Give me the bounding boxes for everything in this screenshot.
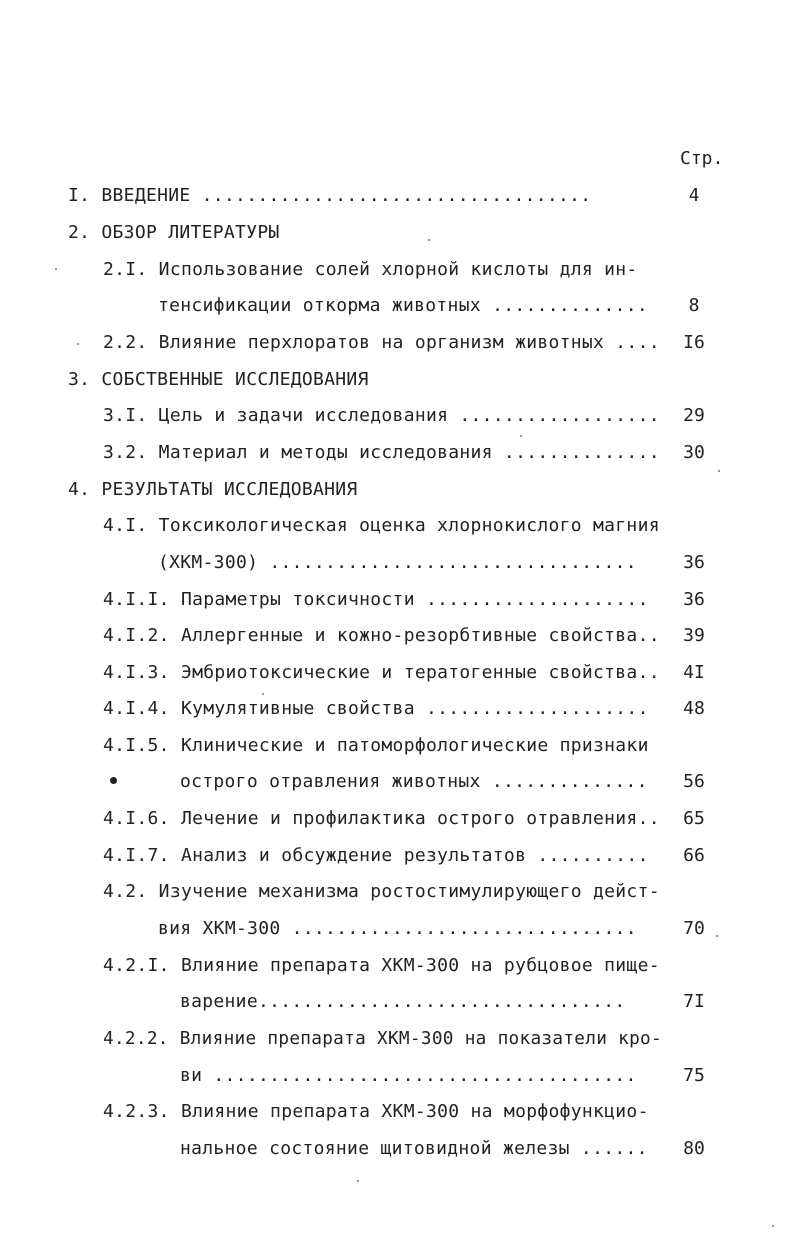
scan-speck (77, 343, 79, 345)
toc-line: 3.2. Материал и методы исследования .............. (103, 442, 660, 463)
toc-line: вия ХКМ-300 ............................... (158, 918, 637, 939)
toc-page-number: 56 (683, 771, 705, 792)
toc-line: 4.I.5. Клинические и патоморфологические признаки (103, 735, 649, 756)
toc-line: 4. РЕЗУЛЬТАТЫ ИССЛЕДОВАНИЯ (68, 479, 358, 500)
toc-line: 4.I.3. Эмбриотоксические и тератогенные свойства.. (103, 662, 660, 683)
toc-line: острого отравления животных .............. (180, 771, 648, 792)
toc-page-number: 65 (683, 808, 705, 829)
scan-speck (520, 435, 522, 437)
toc-page-number: I6 (683, 332, 705, 353)
toc-page-number: 66 (683, 845, 705, 866)
toc-line: 4.I.7. Анализ и обсуждение результатов .......... (103, 845, 649, 866)
toc-page-number: 48 (683, 698, 705, 719)
toc-line: 3. СОБСТВЕННЫЕ ИССЛЕДОВАНИЯ (68, 369, 369, 390)
toc-line: 2.I. Использование солей хлорной кислоты для ин- (103, 259, 638, 280)
scan-speck (428, 239, 430, 241)
toc-line: 3.I. Цель и задачи исследования .................. (103, 405, 660, 426)
scan-speck (772, 1225, 774, 1227)
toc-page-number: 80 (683, 1138, 705, 1159)
toc-line: 4.I.I. Параметры токсичности .................... (103, 589, 649, 610)
toc-page-number: 7I (683, 991, 705, 1012)
toc-page-number: 36 (683, 552, 705, 573)
toc-line: 4.2. Изучение механизма ростостимулирующего дейст- (103, 881, 660, 902)
toc-page-number: 70 (683, 918, 705, 939)
scan-speck (357, 1180, 359, 1182)
toc-page-number: 30 (683, 442, 705, 463)
scan-speck (55, 268, 57, 270)
toc-page-number: 29 (683, 405, 705, 426)
toc-line: 4.I.4. Кумулятивные свойства .................... (103, 698, 649, 719)
bullet-dot-icon (110, 777, 117, 784)
toc-line: I. ВВЕДЕНИЕ ................................... (68, 185, 592, 206)
page-column-header: Стр. (680, 148, 724, 169)
toc-line: 4.I.6. Лечение и профилактика острого отравления.. (103, 808, 660, 829)
toc-line: 4.2.3. Влияние препарата ХКМ-300 на морфофункцио- (103, 1101, 649, 1122)
toc-page-number: 8 (688, 295, 700, 316)
toc-line: тенсификации откорма животных .............. (158, 295, 649, 316)
toc-line: 4.2.2. Влияние препарата ХКМ-300 на показатели кро- (103, 1028, 662, 1049)
toc-line: 4.I.2. Аллергенные и кожно-резорбтивные свойства.. (103, 625, 660, 646)
scan-speck (716, 935, 718, 937)
scan-speck (718, 470, 720, 472)
toc-line: варение................................. (180, 991, 626, 1012)
toc-page-number: 39 (683, 625, 705, 646)
toc-page-number: 75 (683, 1065, 705, 1086)
toc-page-number: 36 (683, 589, 705, 610)
toc-line: 4.I. Токсикологическая оценка хлорнокислого магния (103, 515, 660, 536)
toc-line: нальное состояние щитовидной железы ...... (180, 1138, 648, 1159)
toc-line: ви ...................................... (180, 1065, 637, 1086)
toc-line: 2.2. Влияние перхлоратов на организм животных .... (103, 332, 660, 353)
scan-speck (262, 693, 264, 695)
toc-page-number: 4I (683, 662, 705, 683)
toc-line: 4.2.I. Влияние препарата ХКМ-300 на рубцовое пище- (103, 955, 660, 976)
toc-line: 2. ОБЗОР ЛИТЕРАТУРЫ (68, 222, 280, 243)
toc-page-number: 4 (688, 185, 700, 206)
toc-line: (ХКМ-300) ................................. (158, 552, 637, 573)
